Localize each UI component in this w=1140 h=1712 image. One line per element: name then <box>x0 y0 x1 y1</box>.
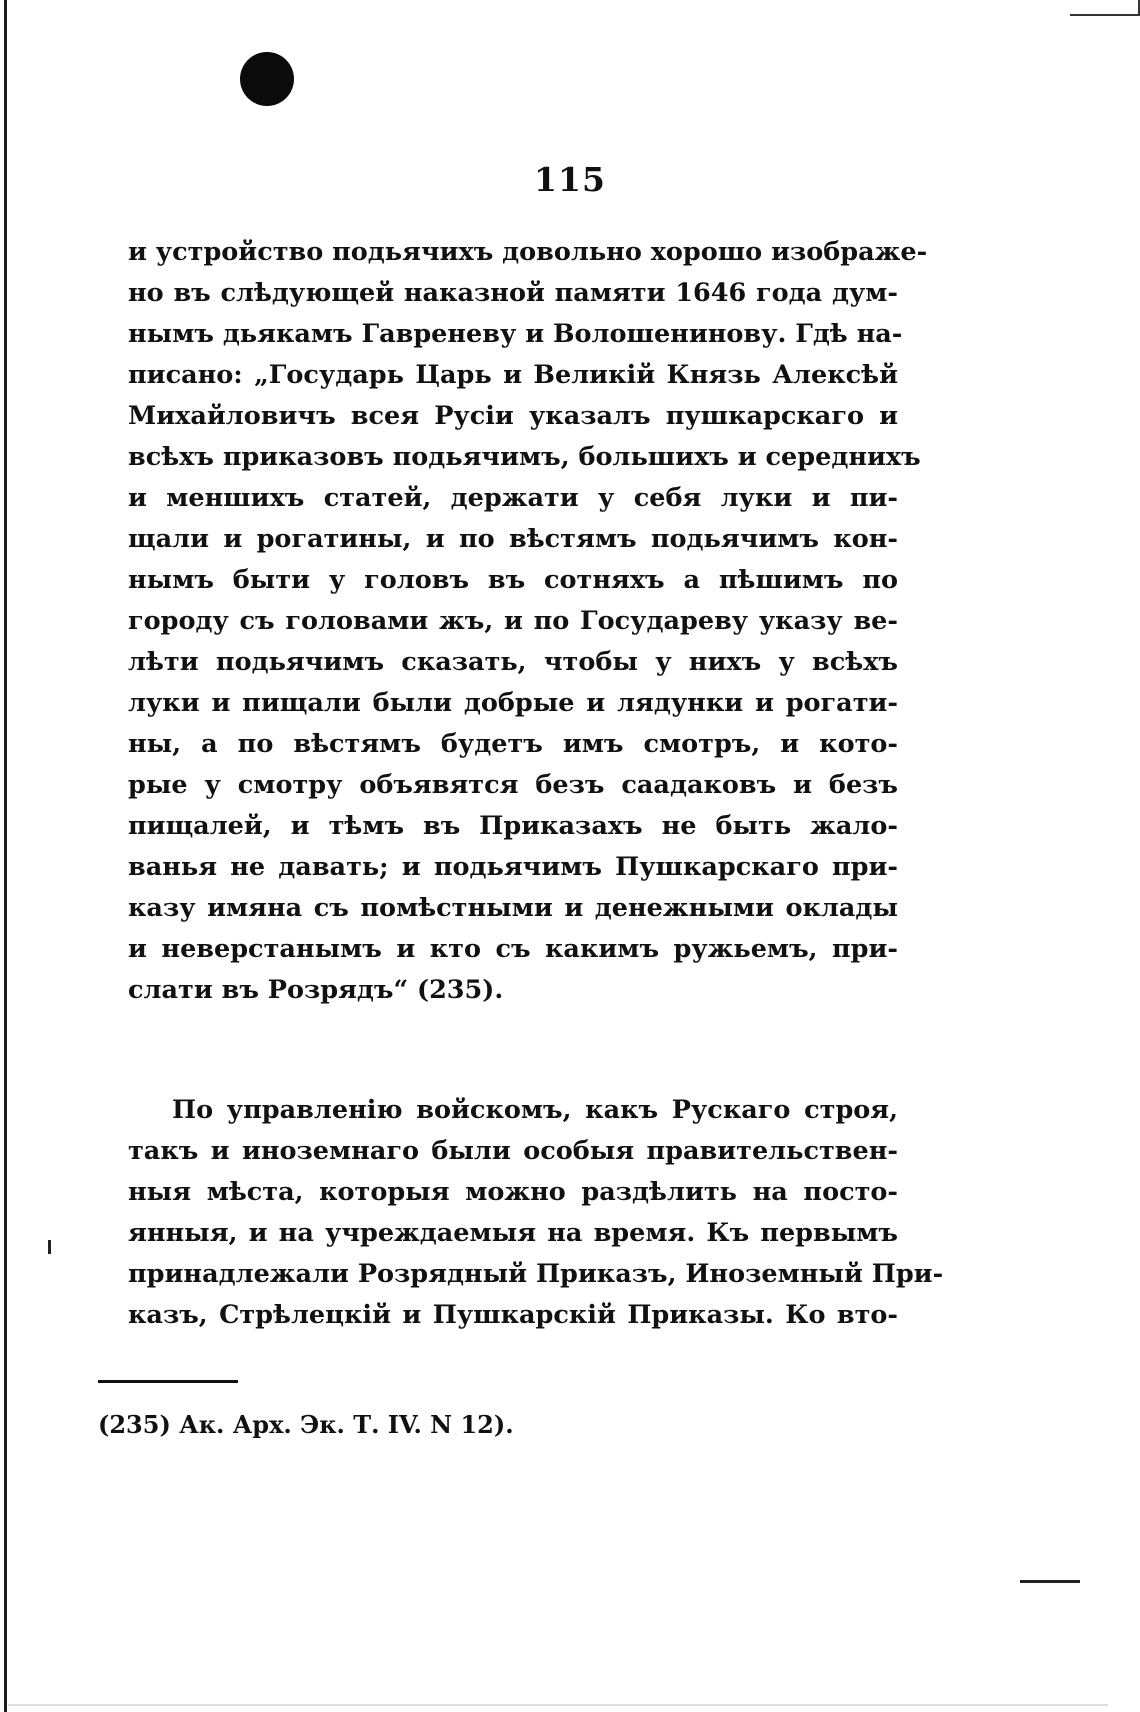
paragraph-1 <box>128 232 928 1011</box>
text-line: но въ слѣдующей наказной памяти 1646 года дум- <box>128 278 898 308</box>
text-line: По управленію войскомъ, какъ Рускаго строя, <box>172 1095 898 1125</box>
text-line: слати въ Розрядъ“ (235). <box>128 975 504 1005</box>
text-line: нымъ дьякамъ Гавреневу и Волошенинову. Гдѣ на- <box>128 319 903 349</box>
page-edge-bottom <box>8 1704 1108 1706</box>
text-line: и меншихъ статей, держати у себя луки и пи- <box>128 483 898 513</box>
text-line: казу имяна съ помѣстными и денежными оклады <box>128 893 898 923</box>
margin-dash <box>1020 1580 1080 1583</box>
page-edge-left <box>4 0 7 1712</box>
text-line: пищалей, и тѣмъ въ Приказахъ не быть жало- <box>128 811 898 841</box>
text-line: и неверстанымъ и кто съ какимъ ружьемъ, при- <box>128 934 898 964</box>
ink-blot <box>240 52 294 106</box>
text-line: и устройство подьячихъ довольно хорошо изображе- <box>128 237 928 267</box>
text-line: ванья не давать; и подьячимъ Пушкарскаго при- <box>128 852 898 882</box>
text-line: нымъ быти у головъ въ сотняхъ а пѣшимъ по <box>128 565 898 595</box>
text-line: всѣхъ приказовъ подьячимъ, большихъ и середнихъ <box>128 442 921 472</box>
text-line: ны, а по вѣстямъ будетъ имъ смотръ, и кото- <box>128 729 898 759</box>
margin-mark <box>48 1240 51 1254</box>
text-line: принадлежали Розрядный Приказъ, Иноземный При- <box>128 1259 944 1289</box>
text-line: янныя, и на учреждаемыя на время. Къ первымъ <box>128 1218 898 1248</box>
text-line: такъ и иноземнаго были особыя правительствен- <box>128 1136 898 1166</box>
text-line: луки и пищали были добрые и лядунки и рогати- <box>128 688 898 718</box>
text-line: городу съ головами жъ, и по Государеву указу ве- <box>128 606 898 636</box>
footnote-rule <box>98 1380 238 1383</box>
text-line: лѣти подьячимъ сказать, чтобы у нихъ у всѣхъ <box>128 647 898 677</box>
text-line: писано: „Государь Царь и Великій Князь Алексѣй <box>128 360 898 390</box>
text-line: ныя мѣста, которыя можно раздѣлить на посто- <box>128 1177 898 1207</box>
text-line: Михайловичъ всея Русіи указалъ пушкарскаго и <box>128 401 898 431</box>
text-line: казъ, Стрѣлецкій и Пушкарскій Приказы. Ко вто- <box>128 1300 898 1330</box>
text-line: щали и рогатины, и по вѣстямъ подьячимъ кон- <box>128 524 898 554</box>
footnote: (235) Ак. Арх. Эк. Т. IV. N 12). <box>98 1410 514 1439</box>
paragraph-2 <box>128 1090 944 1336</box>
page-edge-top <box>1070 14 1140 16</box>
page-number: 115 <box>534 160 606 199</box>
text-line: рые у смотру объявятся безъ саадаковъ и безъ <box>128 770 898 800</box>
